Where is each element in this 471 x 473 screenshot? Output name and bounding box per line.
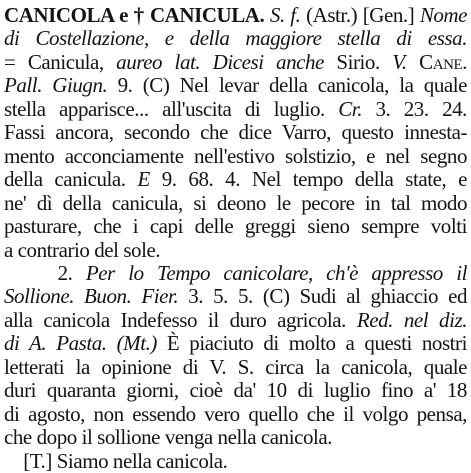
entry-line — [4, 402, 467, 426]
entry-text-segment: aureo lat. Dicesi anche — [116, 49, 337, 74]
entry-text-segment: della canicula. — [4, 167, 138, 192]
entry-line — [4, 214, 467, 238]
entry-line — [4, 308, 467, 332]
entry-text-segment: duri quaranta giorni, cioè da' 10 di luglio fino a' 18 — [4, 378, 467, 403]
entry-line — [4, 331, 467, 355]
entry-text-segment: 3. 5. 5. (C) Sudi al ghiaccio ed — [188, 284, 467, 309]
entry-text-segment: pasturare, che i capi delle greggi sieno sempre volti — [4, 214, 467, 238]
entry-line — [4, 238, 467, 262]
entry-text-segment: di A. Pasta. (Mt.) — [4, 331, 167, 356]
entry-text-segment: ne' dì della canicula, si deono le pecore in tal modo — [4, 190, 467, 215]
entry-text-segment: a contrario del sole. — [4, 237, 161, 262]
entry-text-segment: [T.] Siamo nella canicola. — [4, 448, 228, 473]
entry-line — [4, 284, 467, 308]
entry-text-segment: stella apparisce... all'uscita di luglio. — [4, 96, 339, 121]
entry-text-segment: Cane. — [419, 49, 467, 74]
entry-line — [4, 378, 467, 402]
entry-text-segment: CANICOLA e † CANICULA. — [4, 3, 265, 27]
entry-text-segment: Per lo Tempo canicolare, ch'è appresso il — [85, 260, 468, 285]
entry-text-segment: Nome — [419, 3, 468, 27]
entry-text-segment: alla canicola Indefesso il duro agricola. — [4, 307, 357, 332]
entry-text-segment: Fassi ancora, secondo che dice Varro, questo innesta- — [4, 120, 467, 145]
entry-text-segment: che dopo il sollione venga nella canicola. — [4, 425, 333, 450]
entry-line — [4, 449, 467, 473]
entry-text-segment: mento acconciamente nell'estivo solstizio, e nel segno — [4, 143, 467, 168]
entry-text-segment: Sirio. — [336, 49, 393, 74]
entry-text-segment: 3. 23. 24. — [375, 96, 467, 121]
entry-text-segment: E — [137, 167, 162, 192]
entry-text-segment: di Costellazione, e della maggiore stella di essa. — [4, 26, 467, 51]
entry-line — [4, 50, 467, 74]
entry-text-segment: Sollione. Buon. Fier. — [4, 284, 189, 309]
entry-line — [4, 425, 467, 449]
entry-line — [4, 355, 467, 379]
entry-text-segment: V. — [392, 49, 420, 74]
entry-text-segment: = Canicula, — [4, 49, 117, 74]
entry-text-segment: (Astr.) [Gen.] — [306, 3, 420, 27]
entry-text-segment: Red. nel diz. — [356, 307, 467, 332]
entry-text-segment: di agosto, non essendo vero quello che il volgo pensa, — [4, 401, 467, 426]
entry-text-segment: 9. 68. 4. Nel tempo della state, e — [161, 167, 467, 192]
entry-line — [4, 144, 467, 168]
entry-text-segment: 9. (C) Nel levar della canicola, la quale — [117, 73, 467, 98]
entry-text-segment: Pall. Giugn. — [4, 73, 118, 98]
entry-line — [4, 191, 467, 215]
entry-text-segment: È piaciuto di molto a questi nostri — [166, 331, 467, 356]
entry-line — [4, 120, 467, 144]
entry-text-segment: S. f. — [264, 3, 307, 27]
entry-line — [4, 167, 467, 191]
entry-line — [4, 3, 467, 27]
entry-text-segment: Cr. — [338, 96, 376, 121]
entry-text-segment: 2. — [4, 260, 86, 285]
entry-line — [4, 26, 467, 50]
entry-text-segment: letterati la opinione di V. S. circa la canicola, quale — [4, 354, 467, 379]
entry-line — [4, 73, 467, 97]
entry-line — [4, 97, 467, 121]
entry-line — [4, 261, 467, 285]
